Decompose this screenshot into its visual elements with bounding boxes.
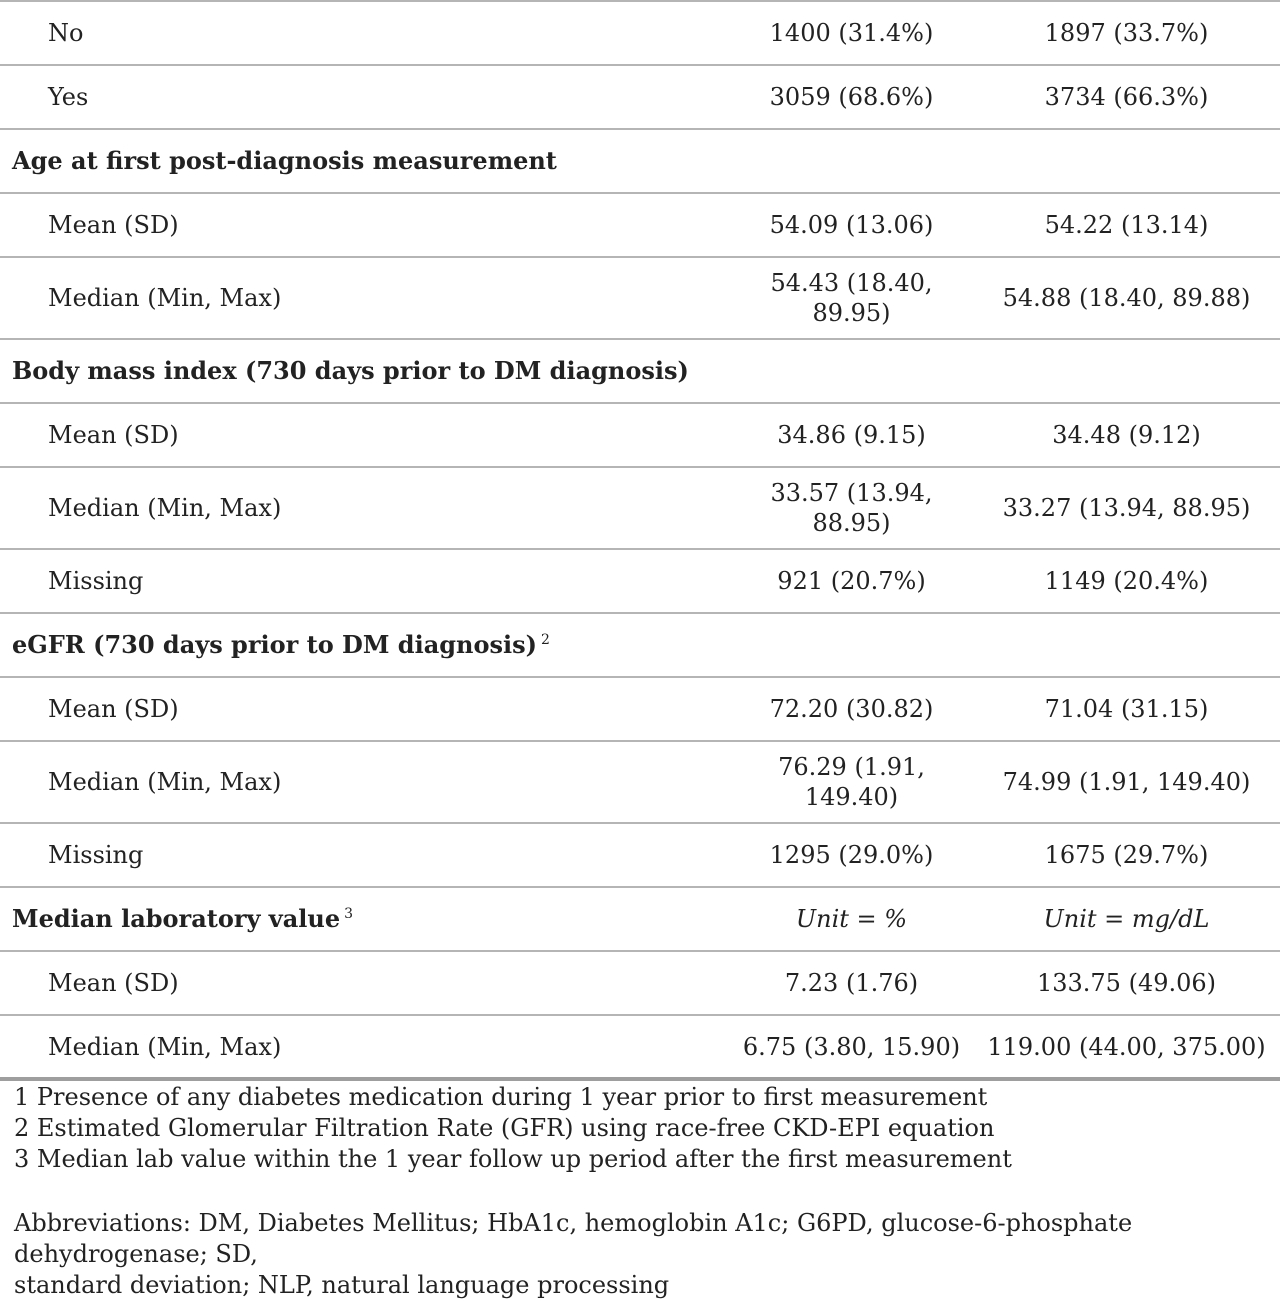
unit-label: Unit = mg/dL [973, 887, 1280, 951]
row-label: Missing [0, 823, 730, 887]
cell-col1-line1: 76.29 (1.91, [778, 753, 925, 781]
row-label: No [0, 1, 730, 65]
section-header-row [0, 339, 1280, 403]
cell-col1 [730, 467, 973, 549]
section-title [0, 613, 730, 677]
section-title-text: Median laboratory value [12, 904, 341, 933]
cell-col1-line2: 89.95) [812, 299, 891, 327]
row-label: Mean (SD) [0, 403, 730, 467]
footnote-marker: 2 [540, 632, 550, 648]
cell-col2: 74.99 (1.91, 149.40) [973, 741, 1280, 823]
cell-col1 [730, 613, 973, 677]
cell-col2: 1897 (33.7%) [973, 1, 1280, 65]
section-title: Body mass index (730 days prior to DM diagnosis) [0, 339, 730, 403]
cell-col1: 1400 (31.4%) [730, 1, 973, 65]
cell-col1: 72.20 (30.82) [730, 677, 973, 741]
section-header-row [0, 129, 1280, 193]
cell-col2: 54.22 (13.14) [973, 193, 1280, 257]
table-row [0, 65, 1280, 129]
cell-col2: 34.48 (9.12) [973, 403, 1280, 467]
section-title-text: eGFR (730 days prior to DM diagnosis) [12, 630, 537, 659]
footnote: 1 Presence of any diabetes medication during 1 year prior to first measurement [14, 1083, 988, 1111]
cell-col2: 1149 (20.4%) [973, 549, 1280, 613]
section-header-row [0, 613, 1280, 677]
cell-col1-line2: 149.40) [804, 783, 899, 811]
cell-col1: 54.09 (13.06) [730, 193, 973, 257]
cell-col1 [730, 129, 973, 193]
row-label: Yes [0, 65, 730, 129]
cell-col1-line1: 33.57 (13.94, [770, 479, 933, 507]
table-row [0, 677, 1280, 741]
cell-col1: 7.23 (1.76) [730, 951, 973, 1015]
row-label: Mean (SD) [0, 193, 730, 257]
cell-col1: 34.86 (9.15) [730, 403, 973, 467]
cell-col2: 133.75 (49.06) [973, 951, 1280, 1015]
table-row [0, 1, 1280, 65]
footnotes [14, 1082, 1274, 1175]
section-header-row [0, 887, 1280, 951]
cell-col2: 1675 (29.7%) [973, 823, 1280, 887]
abbreviations-line: standard deviation; NLP, natural language processing [14, 1271, 670, 1299]
cell-col1 [730, 339, 973, 403]
table-row [0, 1015, 1280, 1079]
footnote: 3 Median lab value within the 1 year follow up period after the first measurement [14, 1145, 1012, 1173]
table-row [0, 741, 1280, 823]
section-title: Age at first post-diagnosis measurement [0, 129, 730, 193]
footnote: 2 Estimated Glomerular Filtration Rate (GFR) using race-free CKD-EPI equation [14, 1114, 995, 1142]
cell-col2: 71.04 (31.15) [973, 677, 1280, 741]
row-label: Missing [0, 549, 730, 613]
table-row [0, 951, 1280, 1015]
cell-col1: 3059 (68.6%) [730, 65, 973, 129]
cell-col1-line1: 54.43 (18.40, [770, 269, 933, 297]
table-row [0, 467, 1280, 549]
row-label: Median (Min, Max) [0, 467, 730, 549]
table-row [0, 193, 1280, 257]
cell-col2: 54.88 (18.40, 89.88) [973, 257, 1280, 339]
abbreviations-note [14, 1208, 1274, 1301]
row-label: Mean (SD) [0, 951, 730, 1015]
cell-col2: 119.00 (44.00, 375.00) [973, 1015, 1280, 1079]
table-row [0, 257, 1280, 339]
section-title [0, 887, 730, 951]
cell-col2 [973, 339, 1280, 403]
cell-col2: 3734 (66.3%) [973, 65, 1280, 129]
cell-col1-line2: 88.95) [812, 509, 891, 537]
cell-col1 [730, 741, 973, 823]
row-label: Median (Min, Max) [0, 257, 730, 339]
cell-col2 [973, 129, 1280, 193]
abbreviations-line: Abbreviations: DM, Diabetes Mellitus; HbA1c, hemoglobin A1c; G6PD, glucose-6-phosphate dehydrogenase; SD, [14, 1209, 1133, 1268]
cell-col1: 1295 (29.0%) [730, 823, 973, 887]
cell-col2 [973, 613, 1280, 677]
row-label: Mean (SD) [0, 677, 730, 741]
footnote-marker: 3 [344, 906, 354, 922]
table-row [0, 403, 1280, 467]
table-row [0, 549, 1280, 613]
cell-col1 [730, 257, 973, 339]
row-label: Median (Min, Max) [0, 741, 730, 823]
table-row [0, 823, 1280, 887]
cell-col1: 921 (20.7%) [730, 549, 973, 613]
cell-col1: 6.75 (3.80, 15.90) [730, 1015, 973, 1079]
row-label: Median (Min, Max) [0, 1015, 730, 1079]
unit-label: Unit = % [730, 887, 973, 951]
cell-col2: 33.27 (13.94, 88.95) [973, 467, 1280, 549]
